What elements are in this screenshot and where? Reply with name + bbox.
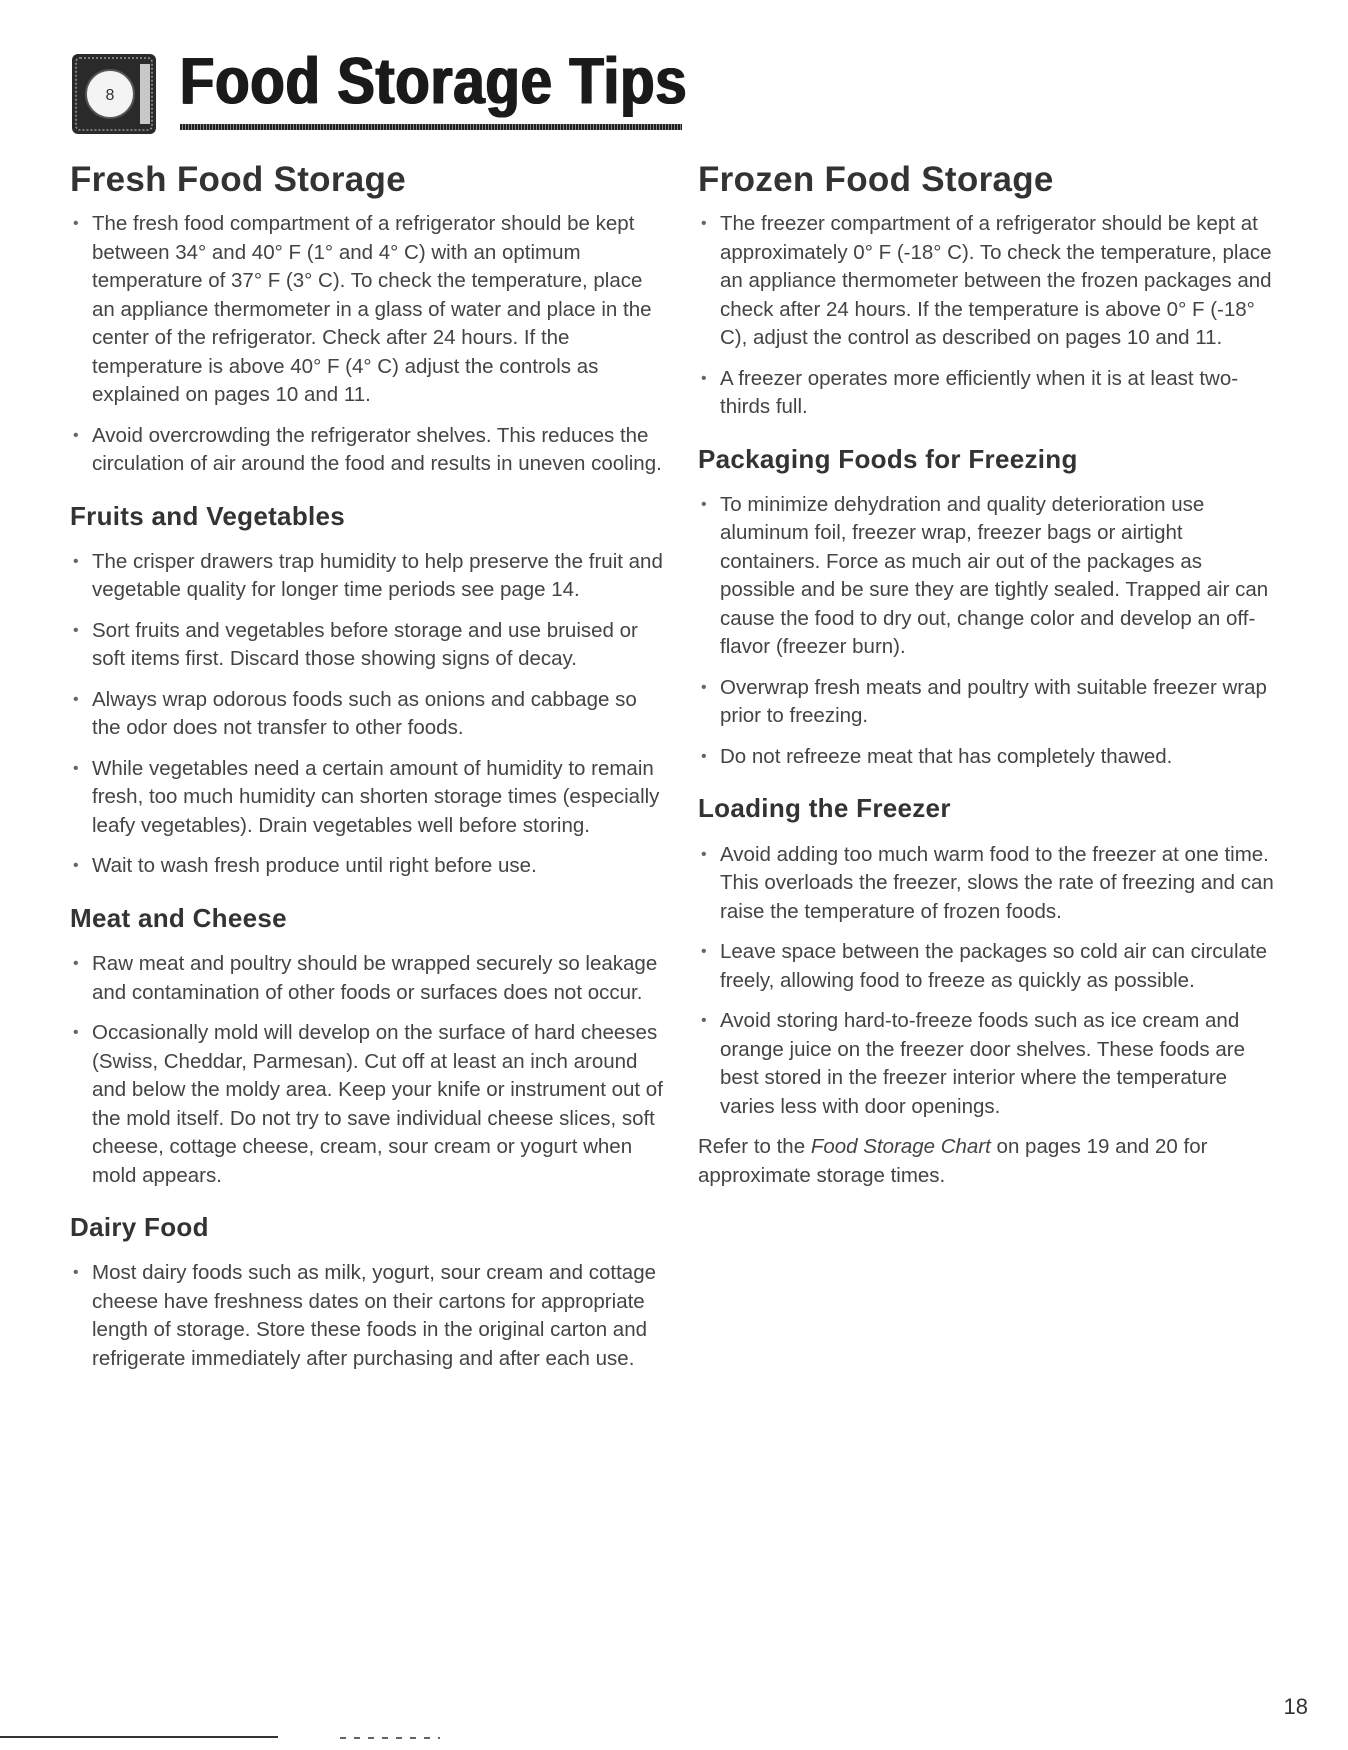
- list-item: • A freezer operates more efficiently when it is at least two-thirds full.: [698, 365, 1278, 422]
- right-column: [698, 160, 1278, 1190]
- list-item: • Wait to wash fresh produce until right before use.: [70, 852, 670, 881]
- list-item: • While vegetables need a certain amount of humidity to remain fresh, too much humidity can shorten storage times (especially leafy vegetables). Drain vegetables well before storing.: [70, 755, 670, 841]
- list-item: • Leave space between the packages so cold air can circulate freely, allowing food to freeze as quickly as possible.: [698, 938, 1278, 995]
- fresh-food-list: [70, 210, 670, 479]
- reference-suffix: on pages 19 and 20 for approximate storage times.: [698, 1135, 1208, 1187]
- page-title: Food Storage Tips: [180, 43, 688, 118]
- page-number: 18: [1283, 1694, 1308, 1719]
- storage-chart-reference: [698, 1133, 1278, 1190]
- frozen-food-list: [698, 210, 1278, 422]
- list-item: • The freezer compartment of a refrigerator should be kept at approximately 0° F (-18° C). To check the temperature, place an appliance thermometer between the frozen packages and check after 24 hours. If the temperature is above 0° F (-18° C), adjust the control as described on pages 10 and 11.: [698, 210, 1278, 353]
- dairy-food-list: [70, 1259, 670, 1373]
- frozen-food-heading: Frozen Food Storage: [698, 160, 1054, 199]
- packaging-list: [698, 491, 1278, 772]
- footer-marks: [340, 1737, 440, 1739]
- meat-cheese-heading: Meat and Cheese: [70, 902, 287, 933]
- fruits-vegetables-heading: Fruits and Vegetables: [70, 500, 346, 531]
- list-item: • The fresh food compartment of a refrigerator should be kept between 34° and 40° F (1° and 4° C) with an optimum temperature of 37° F (3° C). To check the temperature, place an appliance thermometer in a glass of water and place in the center of the refrigerator. Check after 24 hours. If the temperature is above 40° F (4° C) adjust the controls as explained on pages 10 and 11.: [70, 210, 670, 410]
- list-item: • The crisper drawers trap humidity to help preserve the fruit and vegetable quality for longer time periods see page 14.: [70, 548, 670, 605]
- svg-text:8: 8: [105, 87, 115, 104]
- list-item: • Raw meat and poultry should be wrapped securely so leakage and contamination of other foods or surfaces does not occur.: [70, 950, 670, 1007]
- reference-chart-title: Food Storage Chart: [810, 1135, 991, 1159]
- title-underline: [180, 124, 682, 130]
- meat-cheese-list: [70, 950, 670, 1190]
- fresh-food-heading: Fresh Food Storage: [70, 160, 406, 199]
- list-item: • Avoid overcrowding the refrigerator shelves. This reduces the circulation of air around the food and results in uneven cooling.: [70, 422, 670, 479]
- refrigerator-icon: [70, 50, 158, 138]
- list-item: • Most dairy foods such as milk, yogurt, sour cream and cottage cheese have freshness dates on their cartons for appropriate length of storage. Store these foods in the original carton and refrigerate immediately after purchasing and after each use.: [70, 1259, 670, 1373]
- list-item: • Do not refreeze meat that has completely thawed.: [698, 743, 1278, 772]
- dairy-food-heading: Dairy Food: [70, 1212, 209, 1243]
- list-item: • Avoid storing hard-to-freeze foods such as ice cream and orange juice on the freezer door shelves. These foods are best stored in the freezer interior where the temperature varies less with door openings.: [698, 1007, 1278, 1121]
- loading-freezer-list: [698, 841, 1278, 1122]
- packaging-heading: Packaging Foods for Freezing: [698, 443, 1078, 474]
- reference-prefix: Refer to the: [698, 1135, 811, 1159]
- list-item: • Sort fruits and vegetables before storage and use bruised or soft items first. Discard those showing signs of decay.: [70, 617, 670, 674]
- loading-freezer-heading: Loading the Freezer: [698, 793, 951, 824]
- list-item: • Overwrap fresh meats and poultry with suitable freezer wrap prior to freezing.: [698, 674, 1278, 731]
- list-item: • To minimize dehydration and quality deterioration use aluminum foil, freezer wrap, freezer bags or airtight containers. Force as much air out of the packages as possible and be sure they are tightly sealed. Trapped air can cause the food to dry out, change color and develop an off-flavor (freezer burn).: [698, 491, 1278, 662]
- page-header: [70, 42, 688, 142]
- left-column: [70, 160, 670, 1385]
- list-item: • Occasionally mold will develop on the surface of hard cheeses (Swiss, Cheddar, Parmesan). Cut off at least an inch around and below the moldy area. Keep your knife or instrument out of the mold itself. Do not try to save individual cheese slices, soft cheese, cottage cheese, cream, sour cream or yogurt when mold appears.: [70, 1019, 670, 1190]
- footer-rule: [0, 1736, 278, 1738]
- list-item: • Avoid adding too much warm food to the freezer at one time. This overloads the freezer, slows the rate of freezing and can raise the temperature of frozen foods.: [698, 841, 1278, 927]
- list-item: • Always wrap odorous foods such as onions and cabbage so the odor does not transfer to other foods.: [70, 686, 670, 743]
- fruits-vegetables-list: [70, 548, 670, 881]
